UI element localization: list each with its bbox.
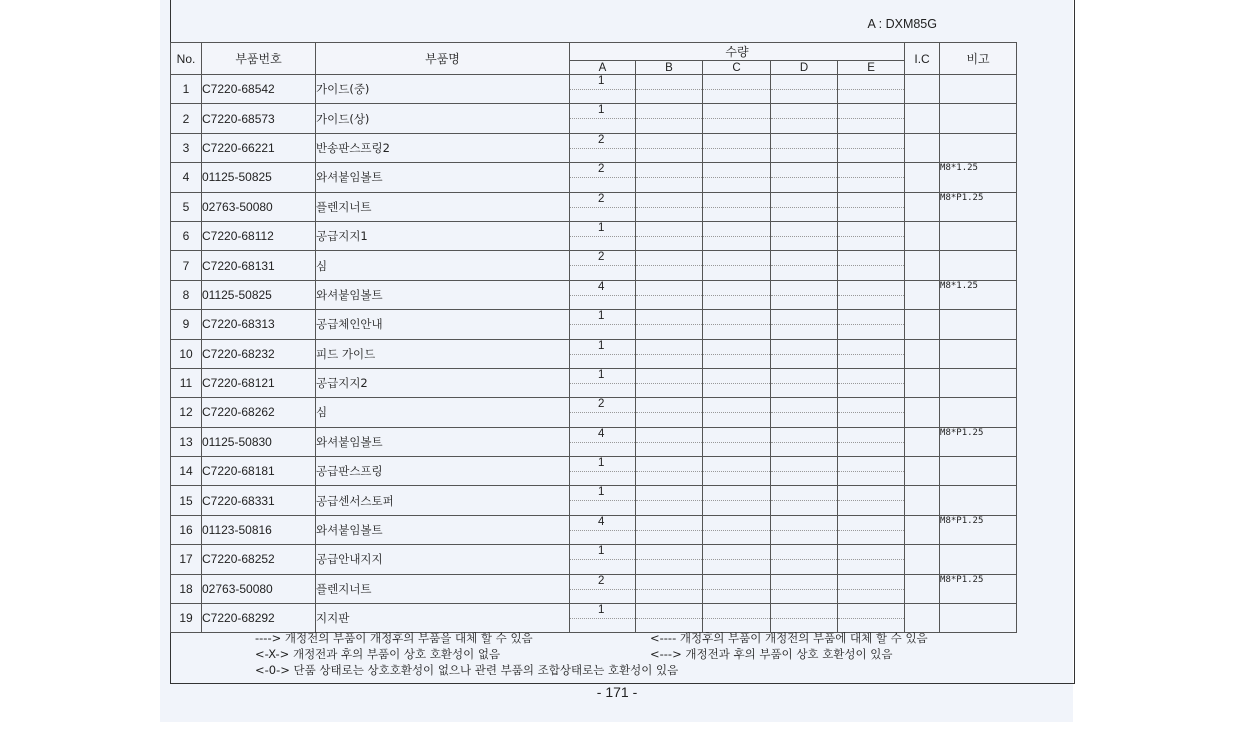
table-row [171, 368, 1017, 397]
qty-c [703, 104, 771, 133]
qty-b [636, 427, 703, 456]
table-row [171, 457, 1017, 486]
remarks [940, 251, 1017, 280]
ic-cell [905, 486, 940, 515]
remarks [940, 133, 1017, 162]
ic-cell [905, 163, 940, 192]
qty-e [838, 133, 905, 162]
qty-d [771, 339, 838, 368]
table-row [171, 604, 1017, 633]
qty-a [570, 104, 636, 133]
qty-e [838, 545, 905, 574]
table-row [171, 133, 1017, 162]
qty-c [703, 427, 771, 456]
remarks: M8*1.25 [940, 163, 1017, 192]
part-name: 반송판스프링2 [316, 133, 570, 162]
part-name: 공급체인안내 [316, 310, 570, 339]
qty-e [838, 398, 905, 427]
part-number: 01125-50830 [202, 427, 316, 456]
header-qty-a: A [570, 61, 636, 75]
header-no: No. [171, 43, 202, 75]
qty-a [570, 515, 636, 544]
qty-d [771, 251, 838, 280]
qty-e [838, 368, 905, 397]
remarks [940, 75, 1017, 104]
part-name: 지지판 [316, 604, 570, 633]
row-no: 7 [171, 251, 202, 280]
qty-a [570, 251, 636, 280]
row-no: 18 [171, 574, 202, 603]
ic-cell [905, 457, 940, 486]
part-number: C7220-68313 [202, 310, 316, 339]
qty-c [703, 368, 771, 397]
part-name: 공급센서스토퍼 [316, 486, 570, 515]
qty-b [636, 310, 703, 339]
remarks [940, 604, 1017, 633]
qty-b [636, 133, 703, 162]
remarks [940, 221, 1017, 250]
table-row [171, 310, 1017, 339]
qty-c [703, 280, 771, 309]
part-name: 공급판스프링 [316, 457, 570, 486]
ic-cell [905, 221, 940, 250]
qty-a [570, 604, 636, 633]
qty-b [636, 486, 703, 515]
qty-e [838, 221, 905, 250]
table-row [171, 339, 1017, 368]
table-row [171, 221, 1017, 250]
header-qty-c: C [703, 61, 771, 75]
part-name: 공급지지1 [316, 221, 570, 250]
qty-e [838, 427, 905, 456]
qty-d [771, 427, 838, 456]
part-number: 01125-50825 [202, 163, 316, 192]
ic-cell [905, 545, 940, 574]
qty-b [636, 280, 703, 309]
qty-a-value: 1 [598, 368, 605, 381]
header-qty-d: D [771, 61, 838, 75]
qty-a [570, 486, 636, 515]
qty-e [838, 280, 905, 309]
ic-cell [905, 427, 940, 456]
qty-b [636, 457, 703, 486]
table-row [171, 104, 1017, 133]
qty-a [570, 280, 636, 309]
header-qty-b: B [636, 61, 703, 75]
qty-a-value: 1 [598, 457, 605, 470]
qty-d [771, 104, 838, 133]
part-number: 02763-50080 [202, 192, 316, 221]
part-number: C7220-68542 [202, 75, 316, 104]
table-row [171, 486, 1017, 515]
ic-cell [905, 339, 940, 368]
remarks: M8*1.25 [940, 280, 1017, 309]
qty-a [570, 545, 636, 574]
qty-c [703, 604, 771, 633]
qty-a-value: 4 [598, 427, 605, 440]
qty-d [771, 163, 838, 192]
qty-c [703, 574, 771, 603]
qty-b [636, 604, 703, 633]
qty-a [570, 427, 636, 456]
remarks [940, 310, 1017, 339]
row-no: 1 [171, 75, 202, 104]
header-part-number: 부품번호 [202, 43, 316, 75]
header-qty-e: E [838, 61, 905, 75]
row-no: 19 [171, 604, 202, 633]
table-row [171, 398, 1017, 427]
qty-a-value: 1 [598, 339, 605, 352]
part-name: 공급지지2 [316, 368, 570, 397]
part-number: C7220-66221 [202, 133, 316, 162]
ic-cell [905, 280, 940, 309]
header-quantity: 수량 [570, 43, 905, 61]
part-number: C7220-68573 [202, 104, 316, 133]
row-no: 5 [171, 192, 202, 221]
part-number: 01123-50816 [202, 515, 316, 544]
row-no: 14 [171, 457, 202, 486]
ic-cell [905, 310, 940, 339]
qty-b [636, 398, 703, 427]
qty-a-value: 1 [598, 75, 605, 87]
qty-a-value: 1 [598, 221, 605, 234]
qty-b [636, 163, 703, 192]
remarks [940, 457, 1017, 486]
remarks [940, 339, 1017, 368]
header-part-name: 부품명 [316, 43, 570, 75]
qty-e [838, 515, 905, 544]
qty-a-value: 4 [598, 515, 605, 528]
qty-b [636, 339, 703, 368]
qty-c [703, 457, 771, 486]
ic-cell [905, 75, 940, 104]
part-name: 피드 가이드 [316, 339, 570, 368]
qty-e [838, 192, 905, 221]
part-number: 01125-50825 [202, 280, 316, 309]
compatibility-legend [255, 630, 928, 678]
header-remarks: 비고 [940, 43, 1017, 75]
qty-a-value: 2 [598, 133, 605, 146]
qty-a-value: 2 [598, 192, 605, 205]
part-number: C7220-68121 [202, 368, 316, 397]
qty-a-value: 2 [598, 163, 605, 176]
qty-a [570, 192, 636, 221]
qty-c [703, 192, 771, 221]
row-no: 10 [171, 339, 202, 368]
ic-cell [905, 133, 940, 162]
parts-table-body [171, 75, 1017, 633]
qty-d [771, 545, 838, 574]
qty-a-value: 1 [598, 545, 605, 558]
qty-b [636, 221, 703, 250]
remarks [940, 486, 1017, 515]
row-no: 3 [171, 133, 202, 162]
qty-e [838, 486, 905, 515]
qty-e [838, 457, 905, 486]
part-name: 가이드(상) [316, 104, 570, 133]
row-no: 16 [171, 515, 202, 544]
qty-b [636, 192, 703, 221]
part-number: C7220-68232 [202, 339, 316, 368]
qty-d [771, 75, 838, 104]
remarks [940, 104, 1017, 133]
ic-cell [905, 251, 940, 280]
qty-e [838, 604, 905, 633]
ic-cell [905, 192, 940, 221]
part-number: C7220-68292 [202, 604, 316, 633]
legend-combination-compatible: <-0-> 단품 상태로는 상호호환성이 없으나 관련 부품의 조합상태로는 호환성이 있음 [255, 663, 679, 677]
legend-row [255, 662, 928, 678]
qty-d [771, 310, 838, 339]
ic-cell [905, 398, 940, 427]
parts-table [170, 42, 1017, 633]
part-number: C7220-68181 [202, 457, 316, 486]
qty-c [703, 133, 771, 162]
qty-c [703, 339, 771, 368]
header-ic: I.C [905, 43, 940, 75]
legend-row [255, 646, 928, 662]
table-row [171, 545, 1017, 574]
qty-a [570, 310, 636, 339]
qty-e [838, 75, 905, 104]
qty-a [570, 133, 636, 162]
row-no: 17 [171, 545, 202, 574]
qty-e [838, 310, 905, 339]
qty-a [570, 75, 636, 104]
qty-a-value: 1 [598, 310, 605, 323]
part-name: 플렌지너트 [316, 192, 570, 221]
qty-d [771, 280, 838, 309]
legend-not-compatible: <-X-> 개정전과 후의 부품이 상호 호환성이 없음 [255, 647, 501, 661]
remarks [940, 368, 1017, 397]
qty-b [636, 515, 703, 544]
qty-d [771, 604, 838, 633]
part-name: 와셔붙임볼트 [316, 280, 570, 309]
table-row [171, 280, 1017, 309]
part-name: 와셔붙임볼트 [316, 427, 570, 456]
ic-cell [905, 368, 940, 397]
qty-b [636, 104, 703, 133]
qty-c [703, 163, 771, 192]
remarks: M8*P1.25 [940, 192, 1017, 221]
qty-a-value: 2 [598, 251, 605, 264]
part-number: C7220-68131 [202, 251, 316, 280]
qty-d [771, 368, 838, 397]
qty-d [771, 133, 838, 162]
qty-b [636, 75, 703, 104]
row-no: 12 [171, 398, 202, 427]
qty-d [771, 398, 838, 427]
qty-c [703, 221, 771, 250]
part-number: C7220-68331 [202, 486, 316, 515]
qty-d [771, 457, 838, 486]
qty-a-value: 2 [598, 398, 605, 411]
qty-a [570, 457, 636, 486]
qty-d [771, 574, 838, 603]
part-name: 심 [316, 251, 570, 280]
remarks [940, 545, 1017, 574]
page-number: - 171 - [596, 684, 638, 700]
ic-cell [905, 104, 940, 133]
qty-a [570, 398, 636, 427]
part-number: C7220-68252 [202, 545, 316, 574]
row-no: 2 [171, 104, 202, 133]
part-name: 가이드(중) [316, 75, 570, 104]
qty-c [703, 545, 771, 574]
legend-row [255, 630, 928, 646]
qty-d [771, 486, 838, 515]
part-name: 와셔붙임볼트 [316, 163, 570, 192]
qty-e [838, 163, 905, 192]
qty-d [771, 515, 838, 544]
qty-b [636, 574, 703, 603]
legend-replace-backward: <---- 개정후의 부품이 개정전의 부품에 대체 할 수 있음 [650, 631, 928, 645]
qty-d [771, 221, 838, 250]
table-row [171, 427, 1017, 456]
part-number: C7220-68262 [202, 398, 316, 427]
part-name: 와셔붙임볼트 [316, 515, 570, 544]
qty-e [838, 104, 905, 133]
table-row [171, 251, 1017, 280]
row-no: 13 [171, 427, 202, 456]
qty-e [838, 251, 905, 280]
ic-cell [905, 515, 940, 544]
part-name: 심 [316, 398, 570, 427]
table-row [171, 163, 1017, 192]
part-name: 공급안내지지 [316, 545, 570, 574]
qty-a [570, 163, 636, 192]
qty-a-value: 2 [598, 574, 605, 587]
remarks: M8*P1.25 [940, 515, 1017, 544]
table-row [171, 574, 1017, 603]
part-number: C7220-68112 [202, 221, 316, 250]
row-no: 8 [171, 280, 202, 309]
table-row [171, 192, 1017, 221]
qty-a [570, 221, 636, 250]
table-row [171, 75, 1017, 104]
ic-cell [905, 574, 940, 603]
qty-a [570, 339, 636, 368]
qty-e [838, 574, 905, 603]
remarks [940, 398, 1017, 427]
qty-b [636, 368, 703, 397]
qty-d [771, 192, 838, 221]
qty-b [636, 545, 703, 574]
qty-a-value: 1 [598, 486, 605, 499]
qty-a [570, 574, 636, 603]
remarks: M8*P1.25 [940, 427, 1017, 456]
part-number: 02763-50080 [202, 574, 316, 603]
model-label: A : DXM85G [867, 17, 937, 31]
part-name: 플렌지너트 [316, 574, 570, 603]
qty-c [703, 75, 771, 104]
qty-c [703, 310, 771, 339]
row-no: 6 [171, 221, 202, 250]
qty-c [703, 398, 771, 427]
ic-cell [905, 604, 940, 633]
qty-a-value: 4 [598, 280, 605, 293]
legend-compatible: <---> 개정전과 후의 부품이 상호 호환성이 있음 [650, 647, 893, 661]
qty-c [703, 486, 771, 515]
row-no: 9 [171, 310, 202, 339]
qty-c [703, 515, 771, 544]
table-row [171, 515, 1017, 544]
qty-b [636, 251, 703, 280]
qty-c [703, 251, 771, 280]
legend-replace-forward: ----> 개정전의 부품이 개정후의 부품을 대체 할 수 있음 [255, 631, 533, 645]
row-no: 4 [171, 163, 202, 192]
qty-a-value: 1 [598, 104, 605, 117]
qty-e [838, 339, 905, 368]
row-no: 15 [171, 486, 202, 515]
row-no: 11 [171, 368, 202, 397]
qty-a [570, 368, 636, 397]
qty-a-value: 1 [598, 604, 605, 617]
remarks: M8*P1.25 [940, 574, 1017, 603]
